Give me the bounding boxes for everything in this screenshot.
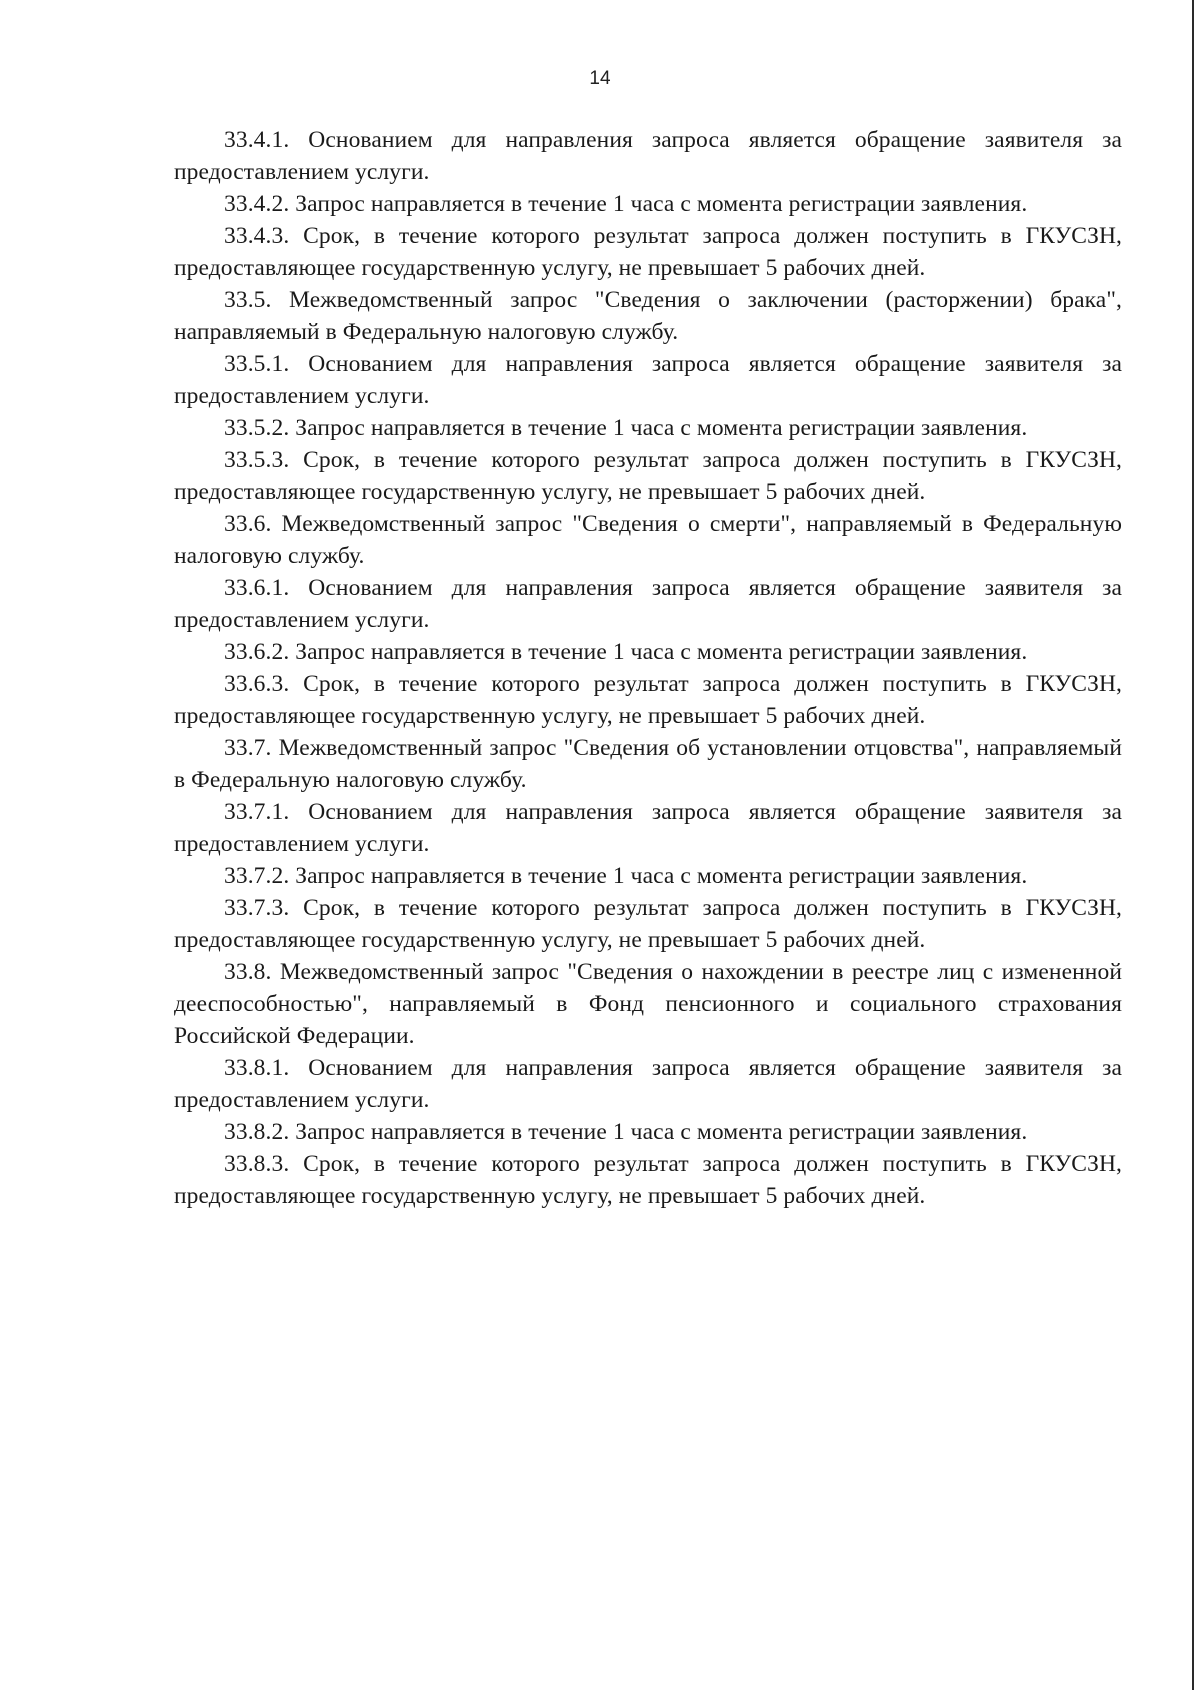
paragraph-33-8-1: 33.8.1. Основанием для направления запроса является обращение заявителя за предоставлением услуги.	[174, 1055, 1122, 1113]
scan-edge-line	[1192, 0, 1194, 1690]
paragraph-33-6-1: 33.6.1. Основанием для направления запроса является обращение заявителя за предоставлением услуги.	[174, 575, 1122, 633]
paragraph-33-4-3: 33.4.3. Срок, в течение которого результат запроса должен поступить в ГКУСЗН, предоставляющее государственную услугу, не превышает 5 рабочих дней.	[174, 223, 1122, 281]
paragraph-33-5-2: 33.5.2. Запрос направляется в течение 1 часа с момента регистрации заявления.	[224, 415, 1028, 441]
paragraph-33-4-2: 33.4.2. Запрос направляется в течение 1 часа с момента регистрации заявления.	[224, 191, 1028, 217]
page-number: 14	[589, 68, 611, 89]
paragraph-33-6-2: 33.6.2. Запрос направляется в течение 1 часа с момента регистрации заявления.	[224, 639, 1028, 665]
document-body	[174, 124, 1122, 1212]
paragraph-33-5-3: 33.5.3. Срок, в течение которого результат запроса должен поступить в ГКУСЗН, предоставляющее государственную услугу, не превышает 5 рабочих дней.	[174, 447, 1122, 505]
paragraph-33-7: 33.7. Межведомственный запрос "Сведения об установлении отцовства", направляемый в Федеральную налоговую службу.	[174, 735, 1122, 793]
paragraph-33-6-3: 33.6.3. Срок, в течение которого результат запроса должен поступить в ГКУСЗН, предоставляющее государственную услугу, не превышает 5 рабочих дней.	[174, 671, 1122, 729]
paragraph-33-8-3: 33.8.3. Срок, в течение которого результат запроса должен поступить в ГКУСЗН, предоставляющее государственную услугу, не превышает 5 рабочих дней.	[174, 1151, 1122, 1209]
paragraph-33-5: 33.5. Межведомственный запрос "Сведения о заключении (расторжении) брака", направляемый в Федеральную налоговую службу.	[174, 287, 1122, 345]
paragraph-33-7-2: 33.7.2. Запрос направляется в течение 1 часа с момента регистрации заявления.	[224, 863, 1028, 889]
paragraph-33-6: 33.6. Межведомственный запрос "Сведения о смерти", направляемый в Федеральную налоговую службу.	[174, 511, 1122, 569]
paragraph-33-7-1: 33.7.1. Основанием для направления запроса является обращение заявителя за предоставлением услуги.	[174, 799, 1122, 857]
paragraph-33-5-1: 33.5.1. Основанием для направления запроса является обращение заявителя за предоставлением услуги.	[174, 351, 1122, 409]
paragraph-33-8: 33.8. Межведомственный запрос "Сведения о нахождении в реестре лиц с измененной дееспособностью", направляемый в Фонд пенсионного и социального страхования Российской Федерации.	[174, 959, 1122, 1049]
paragraph-33-8-2: 33.8.2. Запрос направляется в течение 1 часа с момента регистрации заявления.	[224, 1119, 1028, 1145]
paragraph-33-7-3: 33.7.3. Срок, в течение которого результат запроса должен поступить в ГКУСЗН, предоставляющее государственную услугу, не превышает 5 рабочих дней.	[174, 895, 1122, 953]
paragraph-33-4-1: 33.4.1. Основанием для направления запроса является обращение заявителя за предоставлением услуги.	[174, 127, 1122, 185]
